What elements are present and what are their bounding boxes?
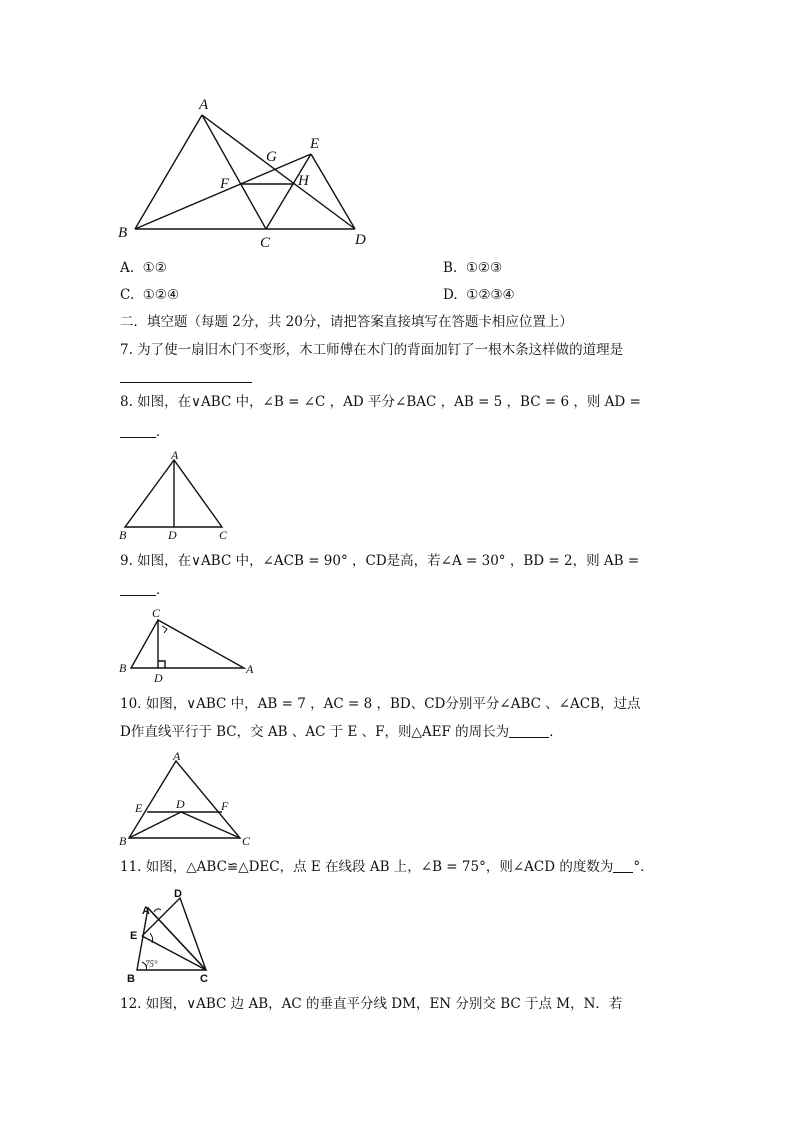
label-D: D <box>168 528 177 542</box>
option-c <box>120 285 179 305</box>
option-c-letter: C. <box>120 287 135 303</box>
option-b-value: ①②③ <box>465 260 503 276</box>
label-D: D <box>355 232 366 248</box>
label-C: C <box>219 528 228 542</box>
question-11-unit: °． <box>633 859 654 875</box>
answer-blank-q9 <box>120 581 156 596</box>
question-12: 12. 如图，∨ABC 边 AB，AC 的垂直平分线 DM，EN 分别交 BC 于点 M，N．若 <box>120 996 623 1012</box>
figure-q10 <box>114 746 260 850</box>
label-C: C <box>242 834 251 848</box>
question-10: 10. 如图，∨ABC 中，AB = 7 ，AC = 8 ，BD、CD分别平分∠ABC 、∠ACB，过点 <box>120 696 641 712</box>
option-a-letter: A. <box>120 260 135 276</box>
label-E: E <box>135 801 143 815</box>
option-b <box>443 258 502 278</box>
label-E: E <box>130 930 138 942</box>
question-8-line2 <box>120 422 170 442</box>
option-a <box>120 258 167 278</box>
label-D: D <box>154 671 163 685</box>
label-D: D <box>176 797 185 811</box>
question-8: 8. 如图，在∨ABC 中，∠B = ∠C ，AD 平分∠BAC ，AB = 5 ，BC = 6 ，则 AD = <box>120 394 641 410</box>
question-9-line2 <box>120 580 170 600</box>
answer-blank-q10 <box>509 723 549 738</box>
label-A: A <box>142 905 150 917</box>
label-D: D <box>174 888 182 900</box>
label-C: C <box>200 973 208 985</box>
label-C: C <box>152 606 161 620</box>
figure-q6 <box>110 90 380 260</box>
question-11-text: 11. 如图，△ABC≌△DEC，点 E 在线段 AB 上，∠B = 75°，则∠ACD 的度数为 <box>120 859 614 875</box>
question-8-period: ． <box>156 424 170 440</box>
label-B: B <box>127 973 135 985</box>
question-10-text: D作直线平行于 BC，交 AB 、AC 于 E 、F，则△AEF 的周长为 <box>120 724 510 740</box>
option-d-letter: D. <box>443 287 458 303</box>
option-a-value: ①② <box>142 260 167 276</box>
section-heading: 二．填空题（每题 2分，共 20分，请把答案直接填写在答题卡相应位置上） <box>120 314 573 330</box>
answer-blank-q8 <box>120 423 156 438</box>
question-9-period: ． <box>156 582 170 598</box>
figure-q6-lines <box>135 115 355 229</box>
label-F: F <box>220 176 230 192</box>
option-b-letter: B. <box>443 260 458 276</box>
option-d <box>443 285 515 305</box>
question-10-period: ． <box>549 724 563 740</box>
label-G: G <box>266 149 277 165</box>
label-A: A <box>173 749 181 763</box>
answer-blank-q11 <box>613 858 633 873</box>
label-B: B <box>119 661 127 675</box>
label-A: A <box>246 662 254 676</box>
label-A: A <box>199 97 209 113</box>
answer-blank-q7 <box>120 382 252 383</box>
label-H: H <box>298 173 309 189</box>
label-A: A <box>171 448 179 462</box>
option-c-value: ①②④ <box>142 287 180 303</box>
label-B: B <box>119 834 127 848</box>
question-11 <box>120 857 654 877</box>
option-d-value: ①②③④ <box>466 287 515 303</box>
figure-q8 <box>114 446 238 544</box>
question-9: 9. 如图，在∨ABC 中，∠ACB = 90° ，CD是高，若∠A = 30° ，BD = 2，则 AB = <box>120 553 640 569</box>
question-10-line2 <box>120 722 563 742</box>
label-B: B <box>119 528 127 542</box>
question-7: 7. 为了使一扇旧木门不变形，木工师傅在木门的背面加钉了一根木条这样做的道理是 <box>120 342 624 358</box>
label-B: B <box>118 225 128 241</box>
label-E: E <box>310 136 320 152</box>
angle-label-b: 75° <box>145 959 158 969</box>
figure-q9 <box>114 602 260 686</box>
label-C: C <box>260 235 271 251</box>
label-F: F <box>221 799 229 813</box>
figure-q11 <box>122 883 222 985</box>
